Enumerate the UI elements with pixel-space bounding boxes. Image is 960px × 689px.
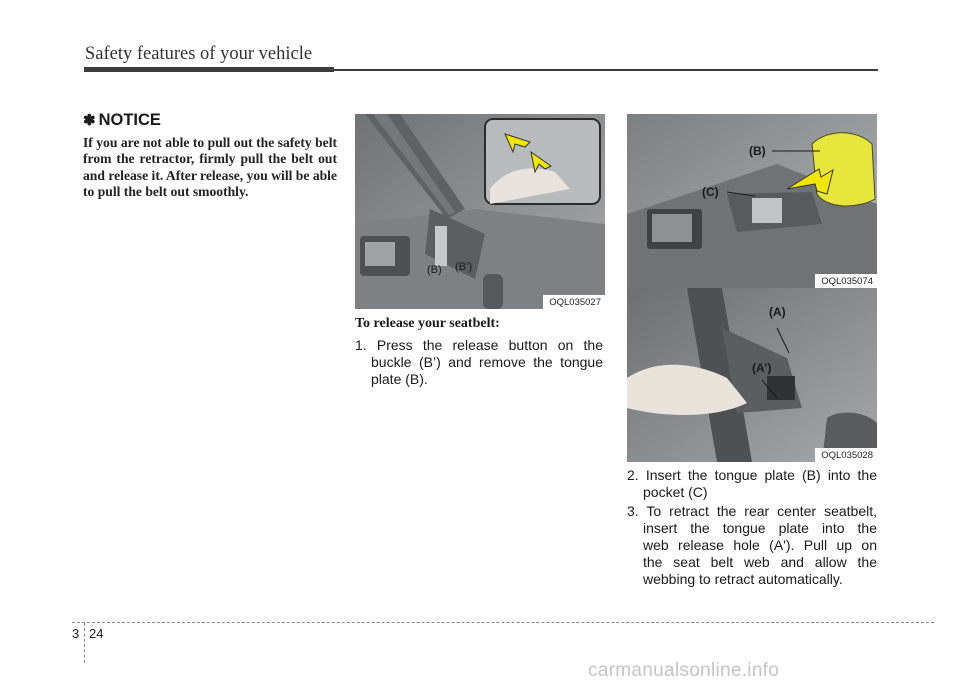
label-b: (B) <box>427 264 442 276</box>
step-line: 2. Insert the tongue plate (B) into the <box>627 467 877 483</box>
step-2 <box>627 467 877 501</box>
step-line: the seat belt web and allow the <box>643 554 877 570</box>
figure-code: OQL035027 <box>543 295 605 309</box>
figure-web-release <box>627 288 877 462</box>
label-b-prime: (B’) <box>455 261 473 273</box>
notice-symbol: ✽ <box>83 112 96 129</box>
label-a-prime: (A’) <box>752 361 772 375</box>
figure-pocket-illustration <box>627 114 877 288</box>
step-line: buckle (B’) and remove the tongue <box>371 354 603 370</box>
notice-body: If you are not able to pull out the safety belt from the retractor, firmly pull the belt out and release it. After release, you will be able to pull the belt out smoothly. <box>83 135 337 200</box>
figure-code: OQL035028 <box>815 448 877 462</box>
chapter-number: 3 <box>72 626 80 641</box>
label-b: (B) <box>749 144 766 158</box>
release-subheading: To release your seatbelt: <box>355 316 500 331</box>
notice-heading-text: NOTICE <box>98 111 161 129</box>
header-rule <box>334 69 878 71</box>
figure-release-buckle-illustration <box>355 114 605 309</box>
footer-rule <box>72 622 934 623</box>
figure-code: OQL035074 <box>815 274 877 288</box>
step-3 <box>627 503 877 588</box>
page-number: 24 <box>89 626 104 641</box>
label-c: (C) <box>702 185 719 199</box>
step-line: webbing to retract automatically. <box>643 571 843 587</box>
figure-web-release-illustration <box>627 288 877 462</box>
header-rule-dark <box>84 67 334 72</box>
step-line: web release hole (A'). Pull up on <box>643 537 877 553</box>
figure-release-buckle <box>355 114 605 309</box>
header-title: Safety features of your vehicle <box>85 44 313 64</box>
notice-heading <box>83 111 161 130</box>
step-line: plate (B). <box>371 371 428 387</box>
step-line: 3. To retract the rear center seatbelt, <box>627 503 877 519</box>
figure-pocket <box>627 114 877 288</box>
footer-divider <box>84 623 85 663</box>
label-a: (A) <box>769 305 786 319</box>
step-line: insert the tongue plate into the <box>643 520 877 536</box>
step-line: 1. Press the release button on the <box>355 337 603 353</box>
release-step-1 <box>355 337 603 388</box>
watermark: carmanualsonline.info <box>588 660 780 681</box>
step-line: pocket (C) <box>643 484 708 500</box>
